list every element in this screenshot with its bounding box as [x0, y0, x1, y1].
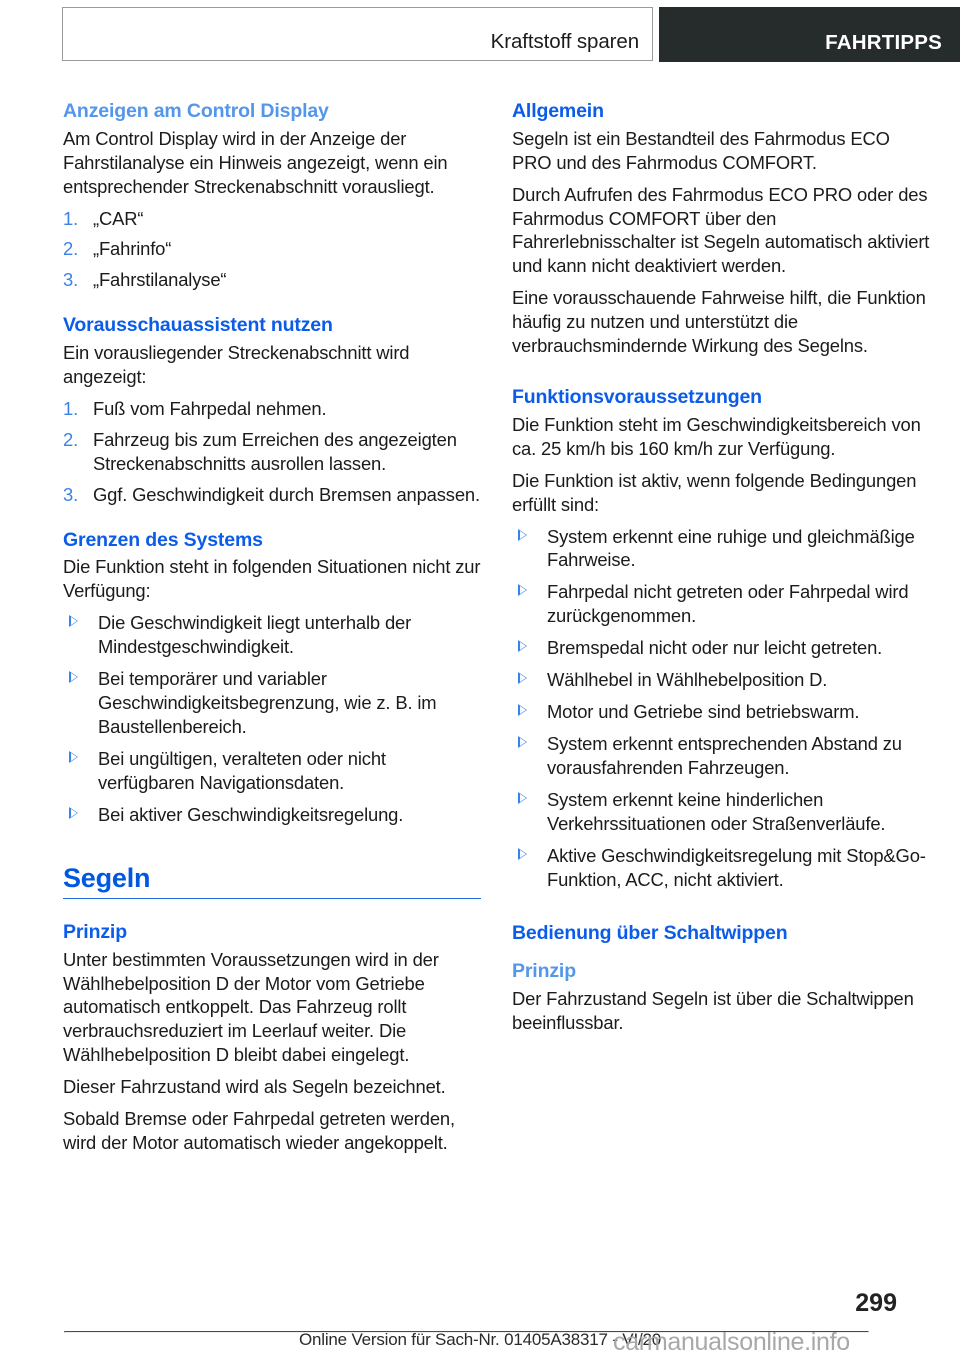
paragraph-allgemein-1: Segeln ist ein Bestandteil des Fahrmodus ECO PRO und des Fahrmodus COMFORT.	[512, 127, 890, 173]
list-item	[63, 483, 481, 507]
spacer	[512, 902, 930, 922]
list-marker: 3.	[63, 483, 79, 505]
triangle-bullet-icon	[518, 704, 527, 716]
list-item-text: Bremspedal nicht oder nur leicht getreten.	[547, 637, 883, 659]
list-item	[512, 636, 930, 660]
header-section-label: FAHRTIPPS	[825, 31, 942, 54]
list-marker: 2.	[63, 238, 79, 260]
triangle-bullet-icon	[69, 615, 78, 627]
header-chapter-label: Kraftstoff sparen	[490, 30, 639, 53]
list-item	[63, 207, 481, 231]
heading-vorausschauassistent-nutzen: Vorausschauassistent nutzen	[63, 314, 333, 337]
heading-grenzen-des-systems: Grenzen des Systems	[63, 528, 263, 551]
heading-anzeigen-am-control-display: Anzeigen am Control Display	[63, 100, 329, 122]
triangle-bullet-icon	[518, 584, 527, 596]
paragraph-allgemein-3: Eine vorausschauende Fahrweise hilft, die Funktion häufig zu nutzen und unterstützt die verbrauchsmindernde Wirkung des Segelns.	[512, 287, 926, 357]
list-item-text: Fuß vom Fahrpedal nehmen.	[93, 397, 327, 419]
list-voraus-steps	[63, 397, 481, 507]
list-marker: 1.	[63, 207, 79, 229]
section-title-rule	[63, 898, 481, 899]
triangle-bullet-icon	[518, 640, 527, 652]
heading-bedienung-ueber-schaltwippen: Bedienung über Schaltwippen	[512, 921, 788, 944]
list-item-text: Bei ungültigen, veralteten oder nicht verfügbaren Navigationsdaten.	[98, 747, 386, 793]
list-marker: 3.	[63, 269, 79, 291]
triangle-bullet-icon	[518, 736, 527, 748]
spacer	[512, 948, 930, 960]
list-item-text: Fahrzeug bis zum Erreichen des angezeigten Streckenabschnitts ausrollen lassen.	[93, 428, 457, 474]
triangle-bullet-icon	[518, 529, 527, 541]
list-item	[63, 397, 481, 421]
spacer	[512, 366, 930, 386]
list-grenzen-bullets	[63, 611, 481, 826]
triangle-bullet-icon	[69, 671, 78, 683]
list-item	[512, 844, 930, 892]
heading-prinzip-left: Prinzip	[63, 920, 127, 943]
page-number: 299	[855, 1289, 897, 1317]
list-item-text: „Fahrstilanalyse“	[93, 269, 227, 291]
list-item-text: Wählhebel in Wählhebelposition D.	[547, 669, 828, 691]
paragraph-prinzip-2: Dieser Fahrzustand wird als Segeln bezeichnet.	[63, 1076, 446, 1098]
page-header	[0, 7, 960, 63]
section-title-segeln: Segeln	[63, 862, 151, 893]
list-item-text: Ggf. Geschwindigkeit durch Bremsen anpassen.	[93, 483, 480, 505]
spacer	[63, 517, 481, 529]
list-anzeigen-steps	[63, 207, 481, 293]
list-item-text: System erkennt keine hinderlichen Verkehrssituationen oder Straßenverläufe.	[547, 788, 886, 834]
list-item	[63, 237, 481, 261]
list-item	[512, 668, 930, 692]
left-column	[63, 100, 481, 1163]
paragraph-grenzen: Die Funktion steht in folgenden Situationen nicht zur Verfügung:	[63, 556, 481, 602]
list-item	[512, 732, 930, 780]
header-chapter-tab	[62, 7, 653, 61]
list-funktions-bullets	[512, 525, 930, 892]
list-item-text: Motor und Getriebe sind betriebswarm.	[547, 701, 860, 723]
list-item	[512, 580, 930, 628]
list-item-text: Fahrpedal nicht getreten oder Fahrpedal wird zurückgenommen.	[547, 581, 909, 627]
list-item	[63, 747, 481, 795]
triangle-bullet-icon	[518, 848, 527, 860]
list-item	[512, 525, 930, 573]
list-item-text: „CAR“	[93, 207, 144, 229]
triangle-bullet-icon	[69, 751, 78, 763]
list-item	[63, 268, 481, 292]
paragraph-anzeigen: Am Control Display wird in der Anzeige der Fahrstilanalyse ein Hinweis angezeigt, wenn ein entsprechender Streckenabschnitt vorausliegt.	[63, 127, 448, 197]
list-item-text: System erkennt eine ruhige und gleichmäßige Fahrweise.	[547, 525, 915, 571]
list-item	[63, 428, 481, 476]
triangle-bullet-icon	[518, 672, 527, 684]
watermark-text: carmanualsonline.info	[613, 1328, 850, 1356]
footer-note: Online Version für Sach-Nr. 01405A38317 - VI/20	[299, 1330, 661, 1349]
paragraph-prinzip-3: Sobald Bremse oder Fahrpedal getreten werden, wird der Motor automatisch wieder angekoppelt.	[63, 1108, 455, 1154]
list-item-text: Bei aktiver Geschwindigkeitsregelung.	[98, 803, 404, 825]
list-item-text: Bei temporärer und variabler Geschwindigkeitsbegrenzung, wie z. B. im Baustellenbereich.	[98, 668, 437, 737]
triangle-bullet-icon	[518, 792, 527, 804]
paragraph-prinzip-1: Unter bestimmten Voraussetzungen wird in der Wählhebelposition D der Motor vom Getriebe automatisch entkoppelt. Das Fahrzeug rollt verbrauchsreduziert im Leerlauf weiter. Die Wählhebelposition D bleibt dabei eingelegt.	[63, 948, 439, 1066]
paragraph-prinzip-right: Der Fahrzustand Segeln ist über die Schaltwippen beeinflussbar.	[512, 988, 914, 1034]
list-marker: 2.	[63, 428, 79, 450]
paragraph-funktions-1: Die Funktion steht im Geschwindigkeitsbereich von ca. 25 km/h bis 160 km/h zur Verfügung.	[512, 413, 921, 459]
header-section-tab	[659, 7, 960, 62]
list-item	[512, 788, 930, 836]
list-item	[63, 803, 481, 827]
paragraph-funktions-2: Die Funktion ist aktiv, wenn folgende Bedingungen erfüllt sind:	[512, 469, 917, 515]
page-footer	[0, 1276, 960, 1362]
spacer	[63, 837, 481, 863]
spacer	[63, 302, 481, 314]
paragraph-voraus: Ein vorausliegender Streckenabschnitt wird angezeigt:	[63, 342, 410, 388]
heading-funktionsvoraussetzungen: Funktionsvoraussetzungen	[512, 386, 762, 409]
list-item-text: Die Geschwindigkeit liegt unterhalb der Mindestgeschwindigkeit.	[98, 612, 412, 658]
list-item	[512, 700, 930, 724]
list-item-text: System erkennt entsprechenden Abstand zu vorausfahrenden Fahrzeugen.	[547, 733, 902, 778]
triangle-bullet-icon	[69, 807, 78, 819]
heading-prinzip-right: Prinzip	[512, 960, 576, 983]
right-column	[512, 100, 930, 1043]
list-item-text: „Fahrinfo“	[93, 238, 172, 260]
list-item	[63, 667, 481, 739]
list-item-text: Aktive Geschwindigkeitsregelung mit Stop&Go-Funktion, ACC, nicht aktiviert.	[547, 844, 926, 890]
heading-allgemein: Allgemein	[512, 100, 604, 122]
list-item	[63, 611, 481, 659]
list-marker: 1.	[63, 397, 79, 419]
paragraph-allgemein-2: Durch Aufrufen des Fahrmodus ECO PRO oder des Fahrmodus COMFORT über den Fahrerlebnisschalter ist Segeln automatisch aktiviert und kann nicht deaktiviert werden.	[512, 183, 930, 277]
